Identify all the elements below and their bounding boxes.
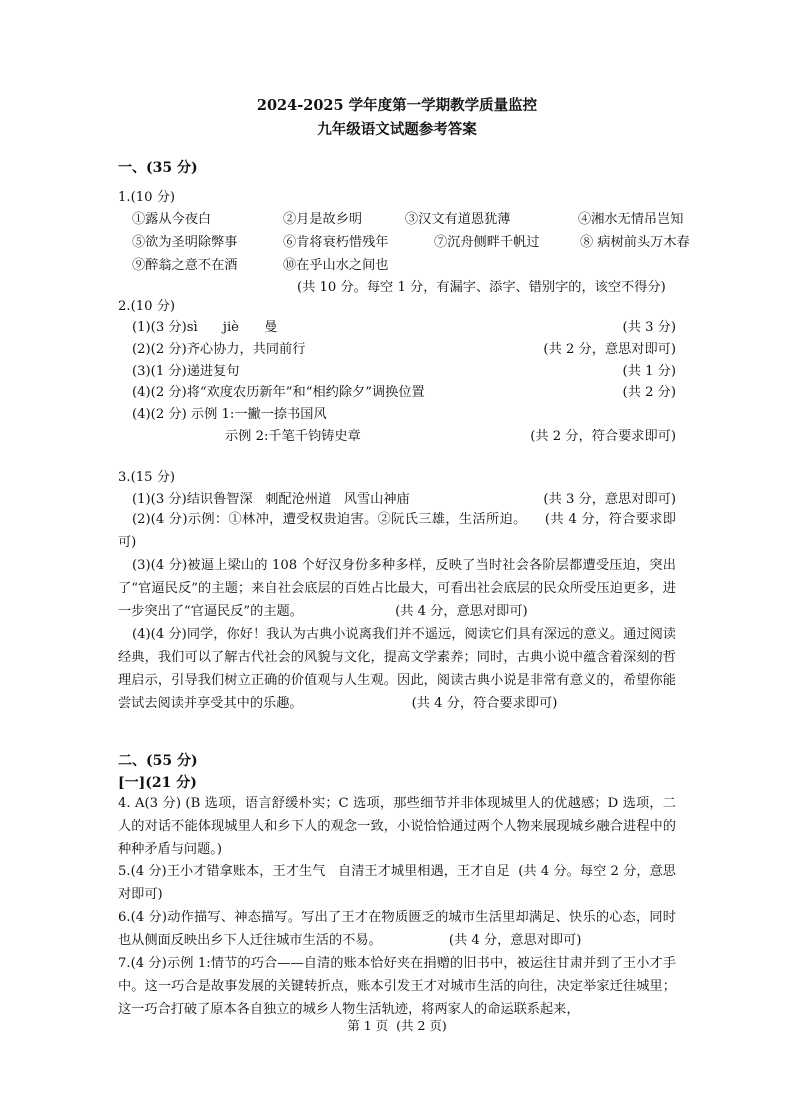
q1-item-2: ②月是故乡明: [283, 212, 363, 227]
section-header-part1: 一、(35 分): [118, 160, 198, 176]
q1-item-7: ⑦沉舟侧畔千帆过: [434, 235, 540, 250]
q2-sub6-text: 示例 2:千笔千钧铸史章: [225, 429, 361, 444]
q3-sub1: [132, 490, 676, 510]
q3-label: 3.(15 分): [118, 470, 176, 485]
q2-sub4-score: (共 2 分): [622, 385, 676, 400]
q2-sub6: [225, 427, 676, 447]
q3-sub3: [118, 554, 676, 623]
q3-sub4: [118, 623, 676, 715]
q1-item-4: ④湘水无情吊岂知: [578, 212, 684, 227]
q3-sub1-score: (共 3 分，意思对即可): [543, 492, 676, 507]
q1-item-8: ⑧ 病树前头万木春: [580, 235, 690, 250]
q1-item-10: ⑩在乎山水之间也: [283, 258, 389, 273]
q2-sub6-score: (共 2 分，符合要求即可): [530, 429, 676, 444]
q1-scoring-note: (共 10 分。每空 1 分，有漏字、添字、错别字的，该空不得分): [297, 280, 666, 295]
q2-sub4: [132, 383, 676, 403]
page-footer: 第 1 页 (共 2 页): [347, 1018, 447, 1033]
q1-item-6: ⑥肯将衰朽惜残年: [283, 235, 389, 250]
q4-answer: 4. A(3 分) (B 选项，语言舒缓朴实；C 选项，那些细节并非体现城里人的优越感；D 选项，二人的对话不能体现城里人和乡下人的观念一致，小说恰恰通过两个人物来展现城乡融合进程中的种种矛盾与问题。): [118, 796, 676, 857]
q2-sub3-text: (3)(1 分)递进复句: [132, 364, 240, 379]
q2-sub1: [132, 318, 676, 338]
section-header-part2: 二、(55 分): [118, 753, 198, 769]
q2-label: 2.(10 分): [118, 299, 176, 314]
q3-sub4-text: (4)(4 分)同学，你好！我认为古典小说离我们并不遥远，阅读它们具有深远的意义。通过阅读经典，我们可以了解古代社会的风貌与文化，提高文学素养；同时，古典小说中蕴含着深刻的哲理启示，引导我们树立正确的价值观与人生观。因此，阅读古典小说是非常有意义的，希望你能尝试去阅读并享受其中的乐趣。 (共 4 分，符合要求即可): [118, 627, 676, 711]
q3-sub2: [118, 508, 676, 554]
document-subtitle: 九年级语文试题参考答案: [317, 121, 477, 138]
subsection-header-1: [一](21 分): [118, 775, 197, 791]
q1-item-3: ③汉文有道恩犹薄: [405, 212, 511, 227]
q2-sub3-score: (共 1 分): [622, 364, 676, 379]
q2-sub2: [132, 340, 676, 360]
q2-sub3: [132, 362, 676, 382]
q2-sub2-text: (2)(2 分)齐心协力，共同前行: [132, 342, 306, 357]
q3-sub1-text: (1)(3 分)结识鲁智深 刺配沧州道 风雪山神庙: [132, 492, 410, 507]
q1-label: 1.(10 分): [118, 190, 176, 205]
q5-answer: 5.(4 分)王小才错拿账本，王才生气 自清王才城里相遇，王才自足 (共 4 分。每空 2 分，意思对即可): [118, 864, 676, 902]
q1-item-5: ⑤欲为圣明除弊事: [132, 235, 238, 250]
q2-sub1-text: (1)(3 分)sì jiè 曼: [132, 320, 278, 335]
q2-sub5-text: (4)(2 分) 示例 1:一撇一捺书国风: [132, 407, 327, 422]
q2-sub2-score: (共 2 分，意思对即可): [543, 342, 676, 357]
q3-sub2-text: (2)(4 分)示例：①林冲，遭受权贵迫害。②阮氏三雄，生活所迫。 (共 4 分，符合要求即可): [118, 512, 676, 550]
q1-item-9: ⑨醉翁之意不在酒: [132, 258, 238, 273]
q3-sub3-text: (3)(4 分)被逼上梁山的 108 个好汉身份多种多样，反映了当时社会各阶层都遭受压迫，突出了“官逼民反”的主题；来自社会底层的百姓占比最大，可看出社会底层的民众所受压迫更多，进一步突出了“官逼民反”的主题。 (共 4 分，意思对即可): [118, 558, 676, 619]
q2-sub4-text: (4)(2 分)将“欢度农历新年”和“相约除夕”调换位置: [132, 385, 425, 400]
q2-sub1-score: (共 3 分): [622, 320, 676, 335]
document-title: 2024-2025 学年度第一学期教学质量监控: [256, 97, 538, 114]
q1-item-1: ①露从今夜白: [132, 212, 212, 227]
q7-answer: 7.(4 分)示例 1:情节的巧合——自清的账本恰好夹在捐赠的旧书中，被运往甘肃并到了王小才手中。这一巧合是故事发展的关键转折点，账本引发王才对城市生活的向往，决定举家迁往城里；这一巧合打破了原本各自独立的城乡人物生活轨迹，将两家人的命运联系起来，: [118, 956, 676, 1017]
q6-answer: 6.(4 分)动作描写、神态描写。写出了王才在物质匮乏的城市生活里却满足、快乐的心态，同时也从侧面反映出乡下人迁往城市生活的不易。 (共 4 分，意思对即可): [118, 910, 676, 948]
